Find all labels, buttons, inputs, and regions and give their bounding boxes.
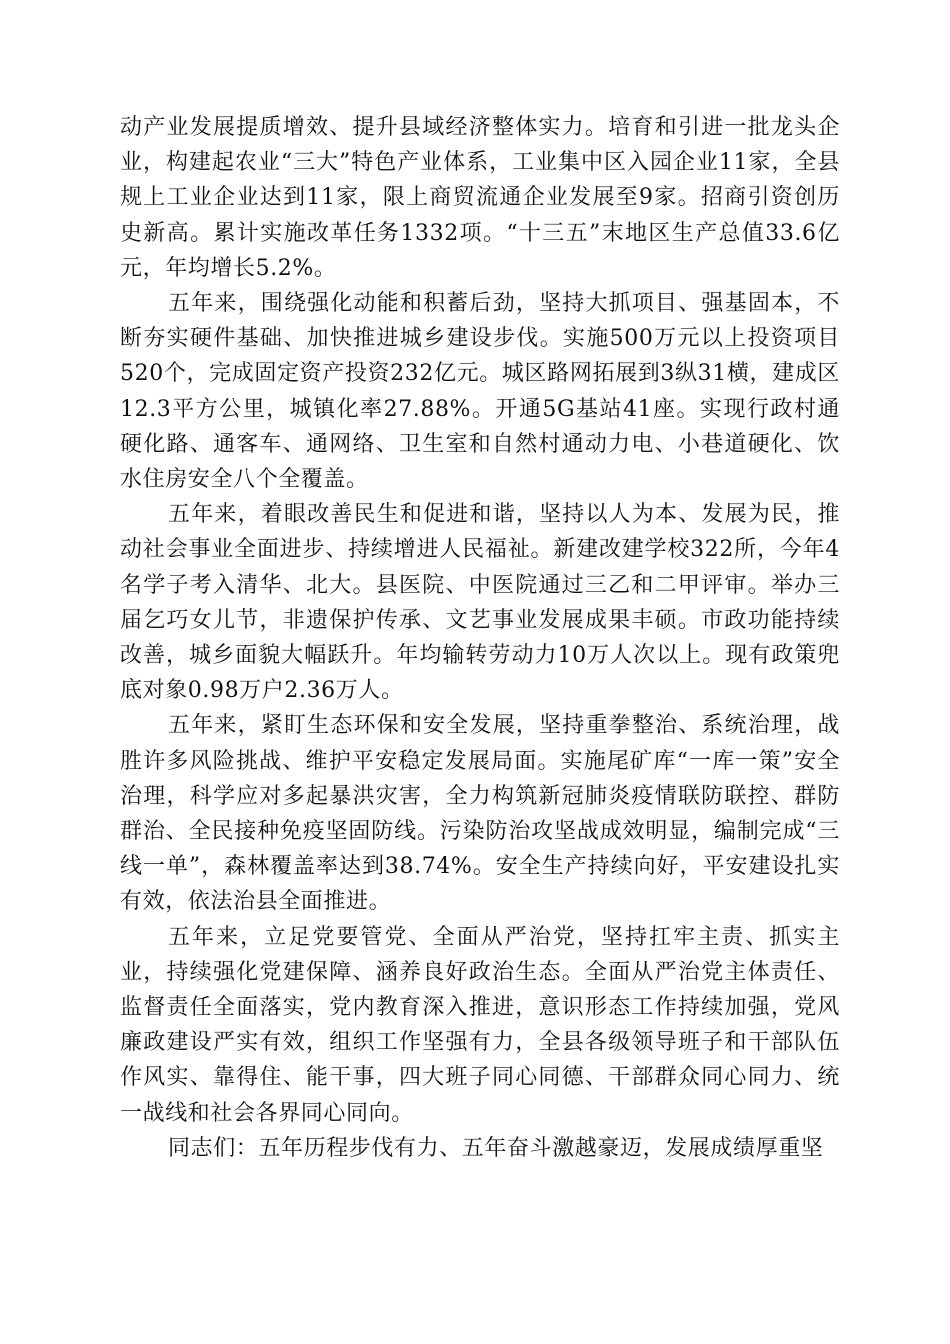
paragraph-continuation: 动产业发展提质增效、提升县域经济整体实力。培育和引进一批龙头企业，构建起农业“三大”特色产业体系，工业集中区入园企业11家，全县规上工业企业达到11家，限上商贸流通企业发展至9家。招商引资创历史新高。累计实施改革任务1332项。“十三五”末地区生产总值33.6亿元，年均增长5.2%。 (120, 115, 840, 281)
paragraph-infrastructure: 五年来，围绕强化动能和积蓄后劲，坚持大抓项目、强基固本，不断夯实硬件基础、加快推进城乡建设步伐。实施500万元以上投资项目520个，完成固定资产投资232亿元。城区路网拓展到3纵31横，建成区12.3平方公里，城镇化率27.88%。开通5G基站41座。实现行政村通硬化路、通客车、通网络、卫生室和自然村通动力电、小巷道硬化、饮水住房安全八个全覆盖。 (120, 291, 840, 493)
paragraph-party-building: 五年来，立足党要管党、全面从严治党，坚持扛牢主责、抓实主业，持续强化党建保障、涵养良好政治生态。全面从严治党主体责任、监督责任全面落实，党内教育深入推进，意识形态工作持续加强，党风廉政建设严实有效，组织工作坚强有力，全县各级领导班子和干部队伍作风实、靠得住、能干事，四大班子同心同德、干部群众同心同力、统一战线和社会各界同心同向。 (120, 924, 840, 1126)
paragraph-ecology-safety: 五年来，紧盯生态环保和安全发展，坚持重拳整治、系统治理，战胜许多风险挑战、维护平安稳定发展局面。实施尾矿库“一库一策”安全治理，科学应对多起暴洪灾害，全力构筑新冠肺炎疫情联防联控、群防群治、全民接种免疫坚固防线。污染防治攻坚战成效明显，编制完成“三线一单”，森林覆盖率达到38.74%。安全生产持续向好，平安建设扎实有效，依法治县全面推进。 (120, 713, 840, 915)
paragraph-livelihood: 五年来，着眼改善民生和促进和谐，坚持以人为本、发展为民，推动社会事业全面进步、持续增进人民福祉。新建改建学校322所，今年4名学子考入清华、北大。县医院、中医院通过三乙和二甲评审。举办三届乞巧女儿节，非遗保护传承、文艺事业发展成果丰硕。市政功能持续改善，城乡面貌大幅跃升。年均输转劳动力10万人次以上。现有政策兜底对象0.98万户2.36万人。 (120, 502, 840, 704)
document-body (120, 110, 840, 1166)
paragraph-comrades: 同志们：五年历程步伐有力、五年奋斗激越豪迈，发展成绩厚重坚 (168, 1135, 824, 1161)
